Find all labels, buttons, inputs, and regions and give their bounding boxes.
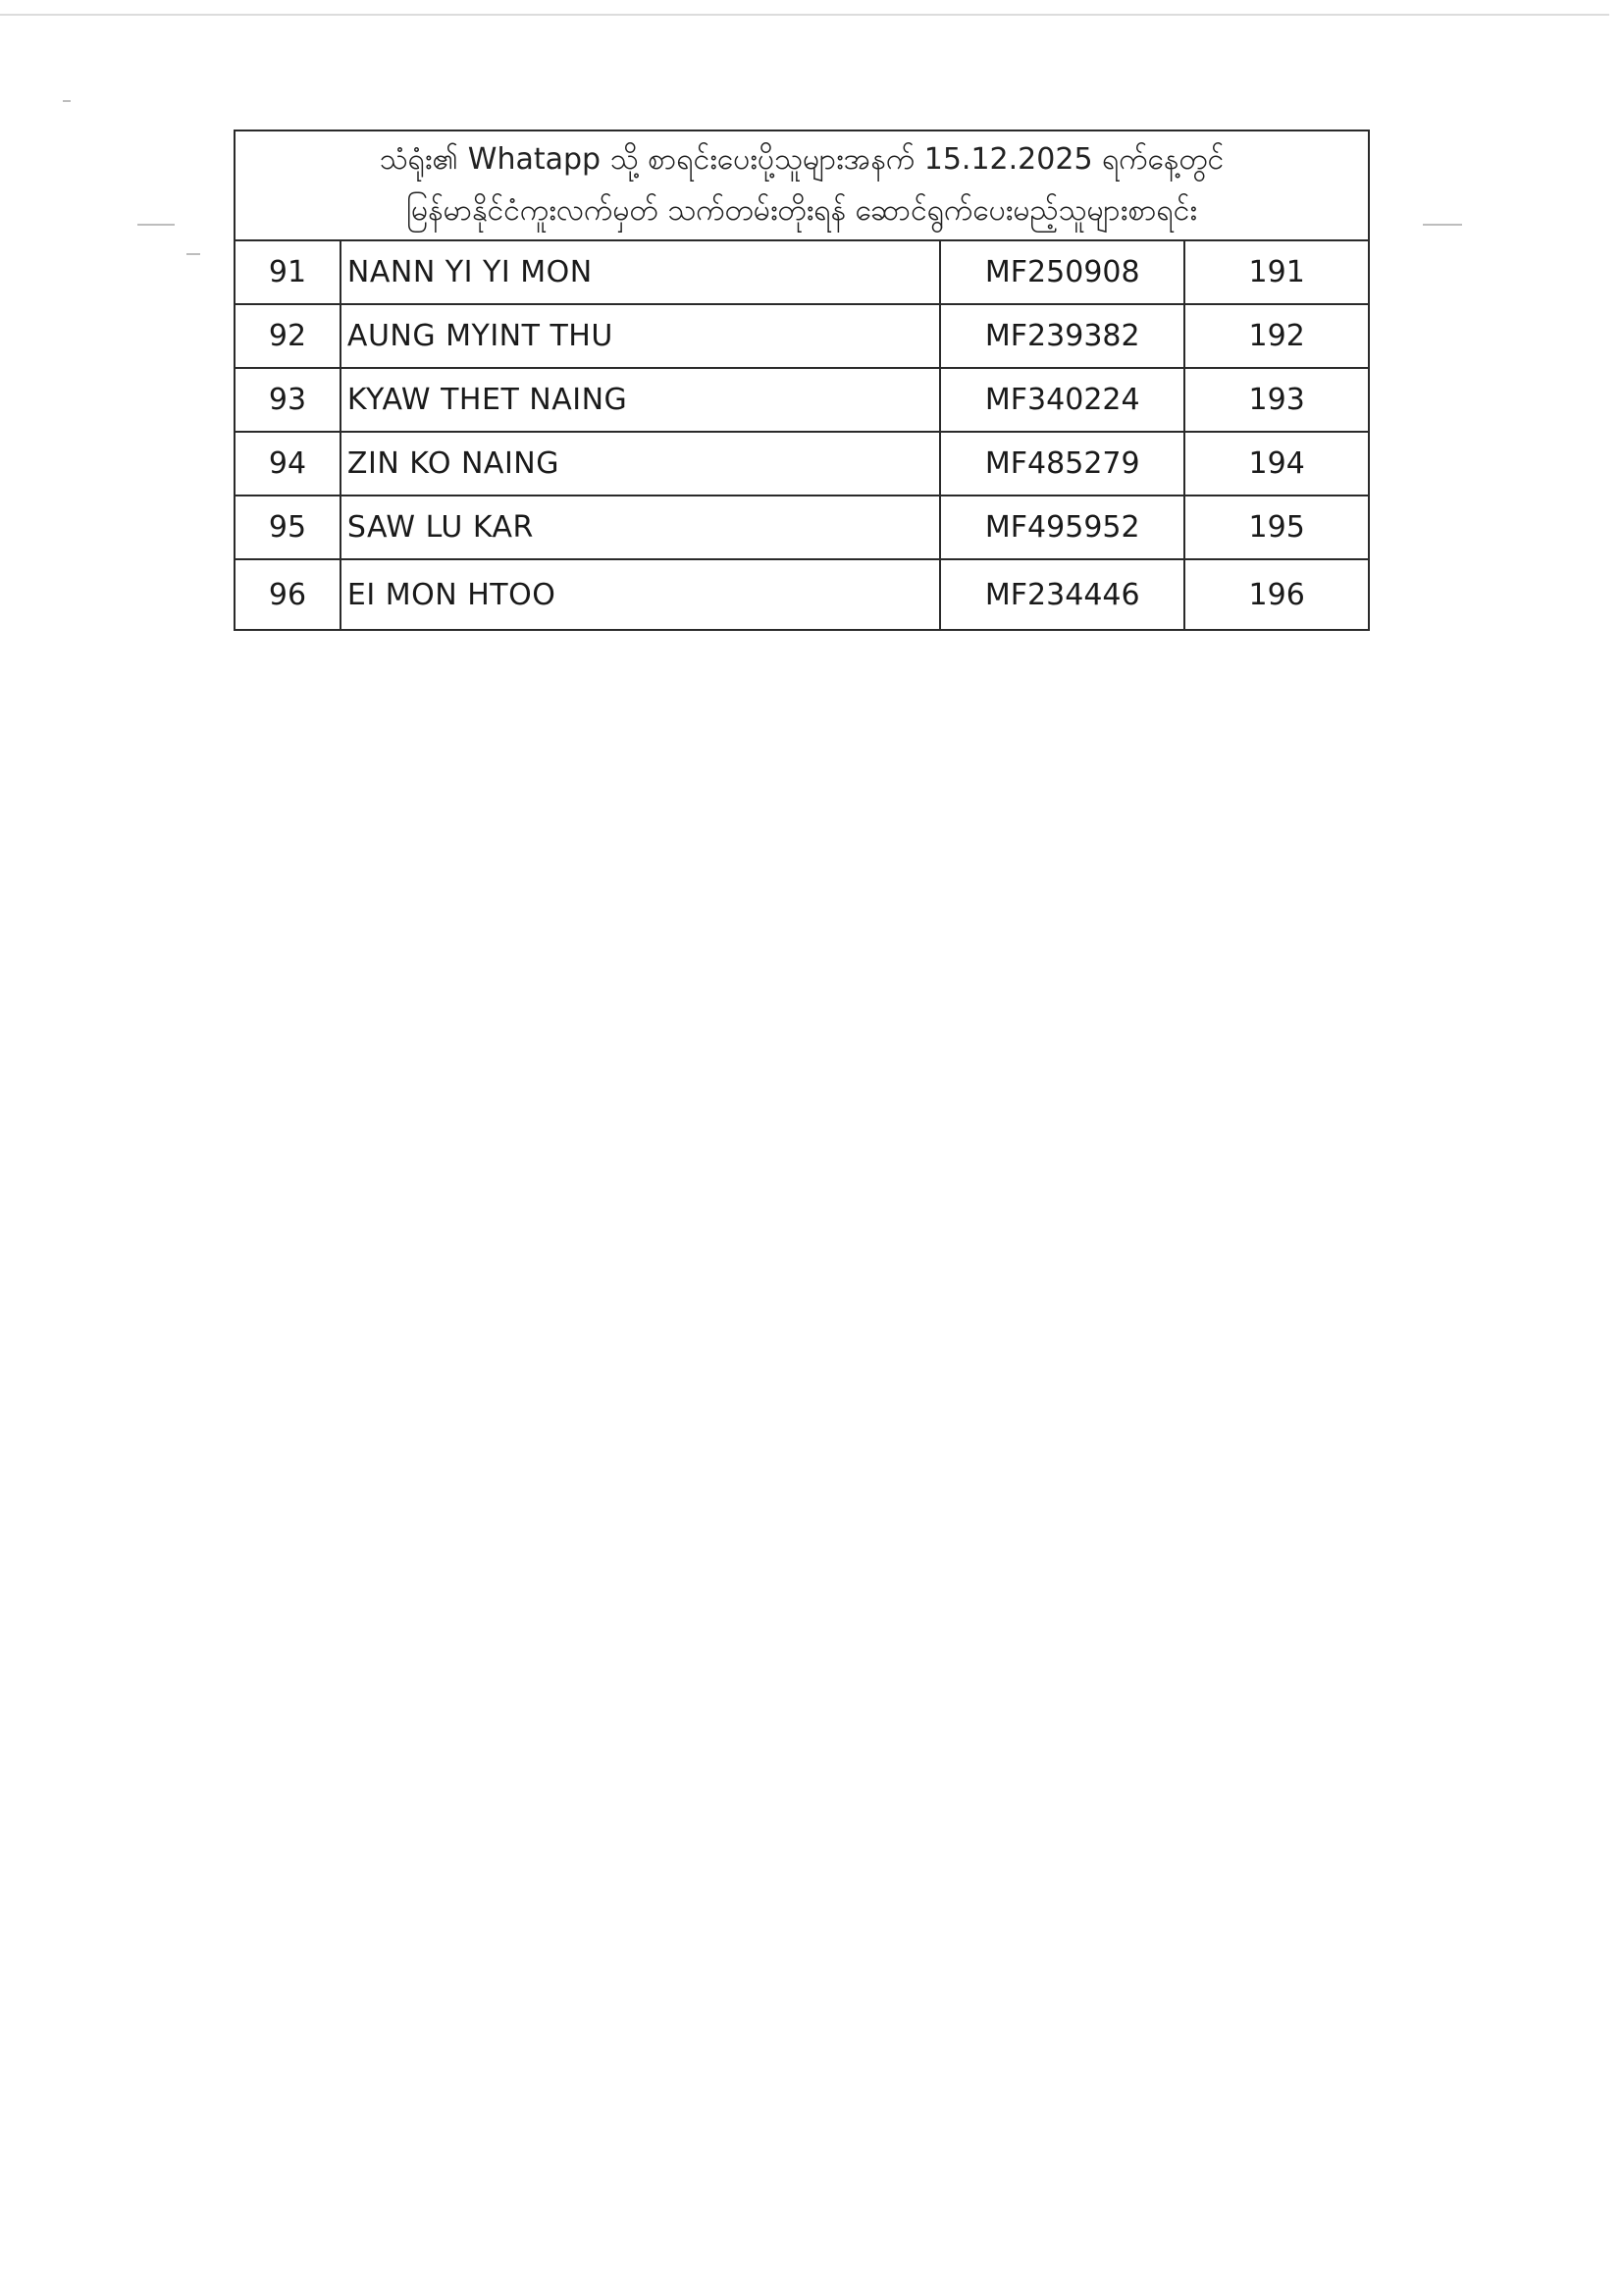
applicant-name: SAW LU KAR — [340, 496, 940, 559]
applicant-name: NANN YI YI MON — [340, 240, 940, 304]
renewal-list-table — [234, 130, 1370, 631]
sequence-number: 194 — [1184, 432, 1369, 496]
scan-speck — [1423, 224, 1462, 226]
row-number: 92 — [235, 304, 340, 368]
table-row — [235, 496, 1369, 559]
header-line-1: သံရုံး၏ Whatapp သို့ စာရင်းပေးပို့သူများအနက် 15.12.2025 ရက်နေ့တွင် — [379, 142, 1225, 177]
passport-number: MF340224 — [940, 368, 1184, 432]
passport-number: MF485279 — [940, 432, 1184, 496]
row-number: 96 — [235, 559, 340, 630]
sequence-number: 196 — [1184, 559, 1369, 630]
sequence-number: 195 — [1184, 496, 1369, 559]
applicant-name: AUNG MYINT THU — [340, 304, 940, 368]
table-row — [235, 304, 1369, 368]
applicant-name: KYAW THET NAING — [340, 368, 940, 432]
sequence-number: 193 — [1184, 368, 1369, 432]
passport-number: MF234446 — [940, 559, 1184, 630]
page-top-edge — [0, 14, 1609, 16]
scan-speck — [186, 253, 200, 255]
header-line-2: မြန်မာနိုင်ငံကူးလက်မှတ် သက်တမ်းတိုးရန် ဆောင်ရွက်ပေးမည့်သူများစာရင်း — [405, 193, 1198, 228]
table-header — [235, 130, 1369, 240]
table-header-row — [235, 130, 1369, 240]
table-row — [235, 559, 1369, 630]
scan-speck — [63, 100, 71, 102]
scan-speck — [137, 224, 175, 226]
table-row — [235, 240, 1369, 304]
sequence-number: 191 — [1184, 240, 1369, 304]
row-number: 91 — [235, 240, 340, 304]
row-number: 93 — [235, 368, 340, 432]
applicant-name: EI MON HTOO — [340, 559, 940, 630]
table-row — [235, 368, 1369, 432]
table-row — [235, 432, 1369, 496]
passport-number: MF239382 — [940, 304, 1184, 368]
applicant-name: ZIN KO NAING — [340, 432, 940, 496]
sequence-number: 192 — [1184, 304, 1369, 368]
row-number: 95 — [235, 496, 340, 559]
passport-number: MF495952 — [940, 496, 1184, 559]
passport-number: MF250908 — [940, 240, 1184, 304]
row-number: 94 — [235, 432, 340, 496]
